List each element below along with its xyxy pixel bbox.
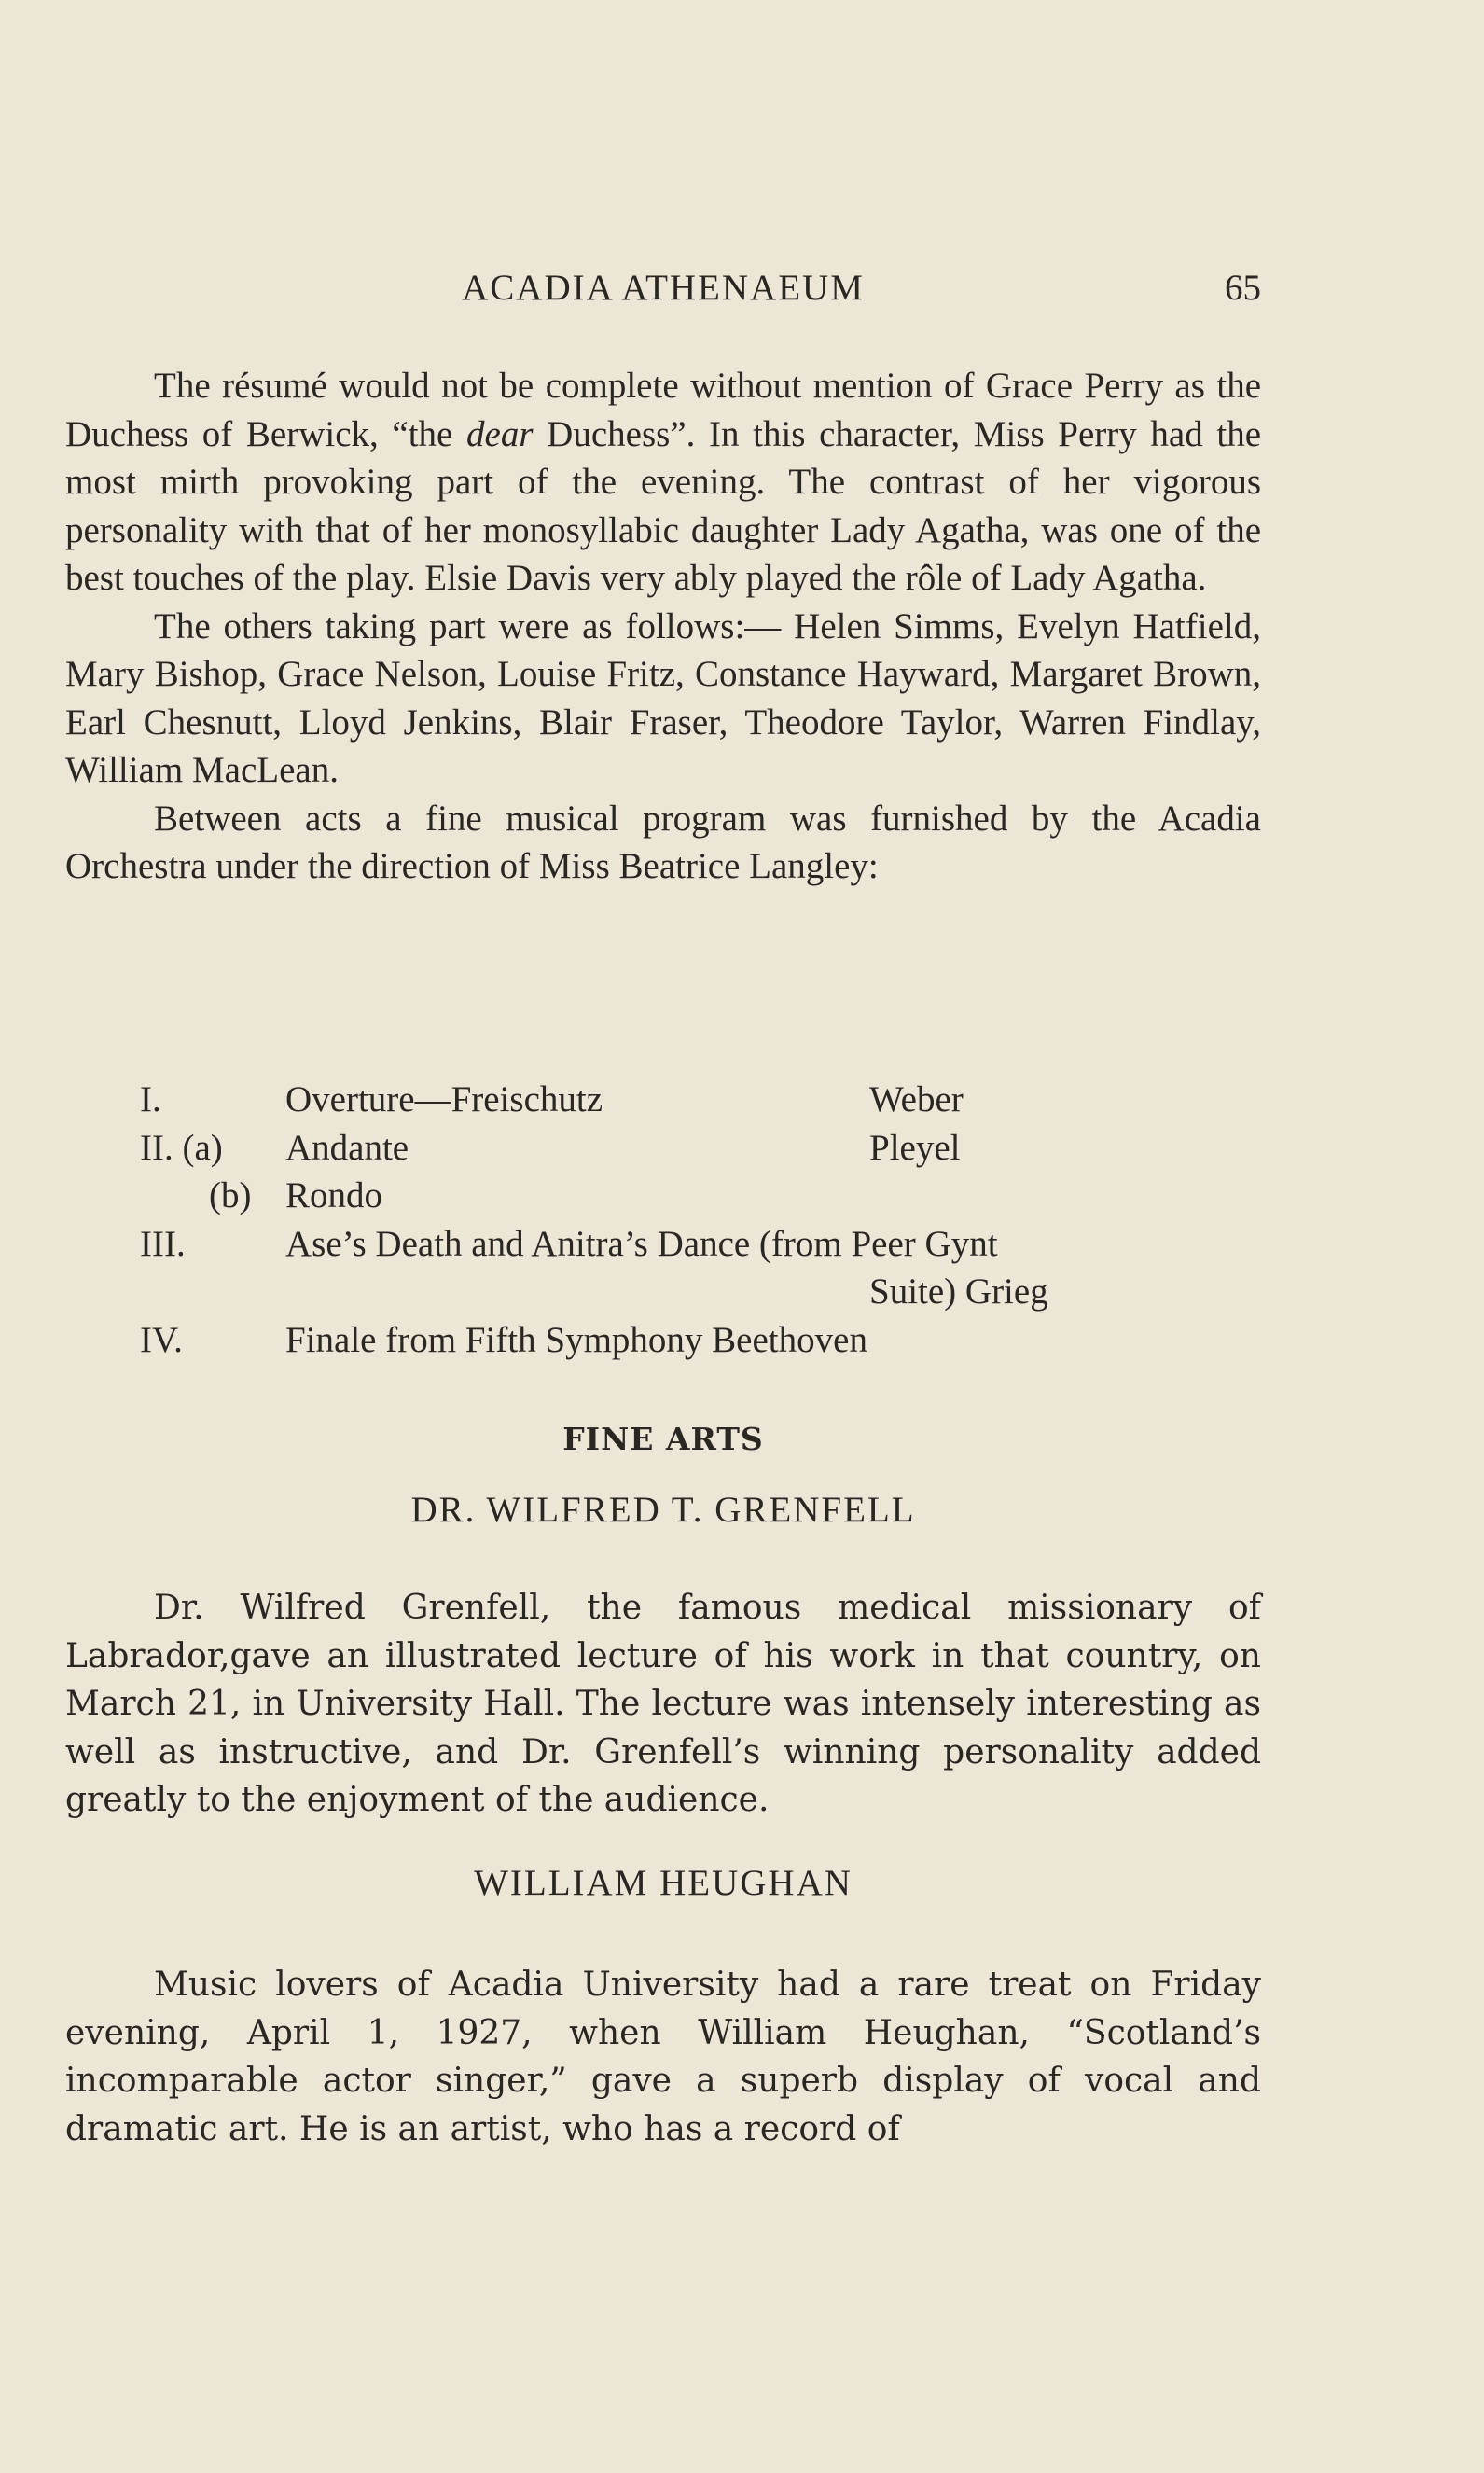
program-piece: Andante <box>285 1127 409 1168</box>
section-heading-fine-arts: FINE ARTS <box>562 1421 764 1457</box>
program-item <box>140 1220 1259 1269</box>
program-number: III. <box>140 1223 186 1264</box>
program-item <box>140 1172 1259 1220</box>
program-piece: Rondo <box>285 1175 383 1216</box>
program-number: I. <box>140 1079 161 1119</box>
page-number: 65 <box>1225 268 1261 308</box>
program-composer: Pleyel <box>869 1127 961 1168</box>
program-composer: Weber <box>869 1079 964 1119</box>
music-program-list <box>140 1076 1259 1364</box>
program-number: IV. <box>140 1319 183 1360</box>
paragraph-resume-part2: Duchess”. In this character, Miss Perry had the most mirth provoking part of the evening. The contrast of her vigorous personality with that of her monosyllabic daughter Lady Agatha, was one of the best touches of the play. Elsie Davis very ably played the rôle of Lady Agatha. <box>65 413 1262 598</box>
program-subnumber: (b) <box>209 1175 252 1216</box>
paragraph-grenfell: Dr. Wilfred Grenfell, the famous medical missionary of Labrador,gave an illustrated lecture of his work in that country, on March 21, in University Hall. The lecture was intensely interesting as well as instructive, and Dr. Grenfell’s winning personality added greatly to the enjoyment of the audience. <box>65 1589 1261 1819</box>
running-header <box>65 267 1261 315</box>
program-piece: Finale from Fifth Symphony Beethoven <box>285 1319 867 1360</box>
paragraph-cast: The others taking part were as follows:— Helen Simms, Evelyn Hatfield, Mary Bishop, Grace Nelson, Louise Fritz, Constance Hayward, Margaret Brown, Earl Chesnutt, Lloyd Jenkins, Blair Fraser, Theodore Taylor, Warren Findlay, William MacLean. <box>65 605 1261 790</box>
heughan-article <box>65 1961 1261 2153</box>
program-piece: Overture—Freischutz <box>285 1079 603 1119</box>
emphasis-dear: dear <box>466 413 534 454</box>
program-item <box>140 1124 1259 1173</box>
program-item <box>140 1316 1259 1365</box>
play-review-text <box>65 362 1261 891</box>
program-item <box>140 1076 1259 1124</box>
grenfell-article <box>65 1584 1261 1825</box>
journal-title: ACADIA ATHENAEUM <box>462 268 865 308</box>
article-heading-grenfell: DR. WILFRED T. GRENFELL <box>410 1490 916 1530</box>
article-heading-heughan: WILLIAM HEUGHAN <box>474 1863 853 1903</box>
paragraph-resume-part1: The résumé would not be complete without mention of Grace Perry as the Duchess of Berwick, “the <box>65 366 1261 454</box>
paragraph-music: Between acts a fine musical program was furnished by the Acadia Orchestra under the direction of Miss Beatrice Langley: <box>65 798 1261 886</box>
paragraph-resume <box>65 362 1261 603</box>
paragraph-heughan: Music lovers of Acadia University had a rare treat on Friday evening, April 1, 1927, when William Heughan, “Scotland’s incomparable actor singer,” gave a superb display of vocal and dramatic art. He is an artist, who has a record of <box>65 1966 1261 2148</box>
program-piece: Ase’s Death and Anitra’s Dance (from Peer Gynt <box>285 1223 998 1264</box>
program-piece-continuation: Suite) Grieg <box>869 1271 1048 1312</box>
program-item-continuation <box>140 1268 1259 1316</box>
program-number: II. (a) <box>140 1127 223 1168</box>
